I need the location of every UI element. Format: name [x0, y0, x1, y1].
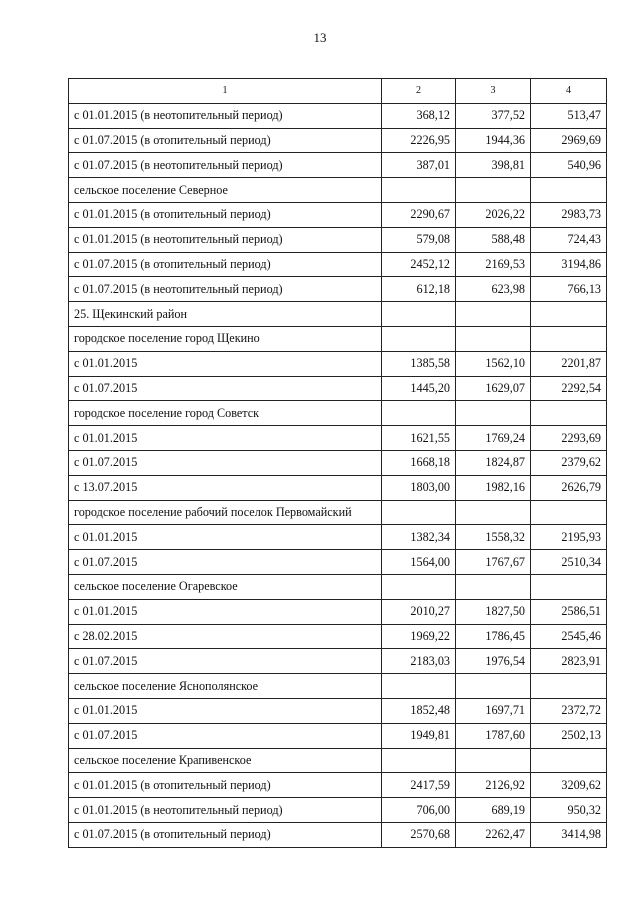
table-row [69, 574, 607, 599]
row-label-cell: с 01.07.2015 [69, 649, 382, 674]
value-cell-column-2 [382, 574, 456, 599]
row-label-cell: с 01.01.2015 [69, 351, 382, 376]
value-cell-column-4 [531, 500, 607, 525]
value-cell-column-2 [382, 500, 456, 525]
value-cell-column-4: 2195,93 [531, 525, 607, 550]
value-cell-column-4 [531, 302, 607, 327]
value-cell-column-3: 1824,87 [456, 450, 531, 475]
value-cell-column-2: 612,18 [382, 277, 456, 302]
value-cell-column-3: 689,19 [456, 798, 531, 823]
row-label-cell: с 01.01.2015 (в отопительный период) [69, 202, 382, 227]
value-cell-column-4 [531, 748, 607, 773]
row-label-cell: с 01.01.2015 [69, 426, 382, 451]
row-label-cell: с 01.07.2015 (в отопительный период) [69, 822, 382, 847]
row-label-cell: городское поселение город Советск [69, 401, 382, 426]
table-body [69, 103, 607, 847]
value-cell-column-3: 377,52 [456, 103, 531, 128]
value-cell-column-4: 2969,69 [531, 128, 607, 153]
value-cell-column-4: 2293,69 [531, 426, 607, 451]
value-cell-column-2: 1852,48 [382, 698, 456, 723]
table-row [69, 178, 607, 203]
value-cell-column-4: 2626,79 [531, 475, 607, 500]
value-cell-column-2: 1564,00 [382, 550, 456, 575]
value-cell-column-4: 2372,72 [531, 698, 607, 723]
value-cell-column-3: 1976,54 [456, 649, 531, 674]
row-label-cell: городское поселение рабочий поселок Первомайский [69, 500, 382, 525]
value-cell-column-4 [531, 574, 607, 599]
value-cell-column-4: 2983,73 [531, 202, 607, 227]
value-cell-column-3: 588,48 [456, 227, 531, 252]
value-cell-column-3 [456, 574, 531, 599]
row-label-cell: с 01.07.2015 [69, 723, 382, 748]
value-cell-column-2 [382, 302, 456, 327]
table-row [69, 401, 607, 426]
row-label-cell: с 01.01.2015 [69, 698, 382, 723]
row-label-cell: сельское поселение Огаревское [69, 574, 382, 599]
row-label-cell: сельское поселение Яснополянское [69, 674, 382, 699]
table-row [69, 277, 607, 302]
value-cell-column-4: 2586,51 [531, 599, 607, 624]
value-cell-column-4 [531, 401, 607, 426]
table-row [69, 649, 607, 674]
table-row [69, 450, 607, 475]
value-cell-column-2 [382, 326, 456, 351]
value-cell-column-2: 387,01 [382, 153, 456, 178]
value-cell-column-2: 2417,59 [382, 773, 456, 798]
value-cell-column-2: 1382,34 [382, 525, 456, 550]
table-row [69, 624, 607, 649]
value-cell-column-3: 1562,10 [456, 351, 531, 376]
row-label-cell: с 01.01.2015 [69, 525, 382, 550]
value-cell-column-3 [456, 178, 531, 203]
value-cell-column-2: 706,00 [382, 798, 456, 823]
value-cell-column-2: 2570,68 [382, 822, 456, 847]
value-cell-column-4 [531, 326, 607, 351]
value-cell-column-4: 724,43 [531, 227, 607, 252]
table-row [69, 376, 607, 401]
value-cell-column-4: 3209,62 [531, 773, 607, 798]
row-label-cell: с 01.07.2015 (в отопительный период) [69, 252, 382, 277]
value-cell-column-3: 623,98 [456, 277, 531, 302]
value-cell-column-4: 2379,62 [531, 450, 607, 475]
value-cell-column-2: 1969,22 [382, 624, 456, 649]
row-label-cell: с 01.07.2015 [69, 550, 382, 575]
value-cell-column-3 [456, 401, 531, 426]
value-cell-column-3: 1944,36 [456, 128, 531, 153]
value-cell-column-3: 1827,50 [456, 599, 531, 624]
row-label-cell: с 01.07.2015 (в неотопительный период) [69, 153, 382, 178]
row-label-cell: с 28.02.2015 [69, 624, 382, 649]
value-cell-column-4: 2823,91 [531, 649, 607, 674]
value-cell-column-2 [382, 748, 456, 773]
value-cell-column-2 [382, 674, 456, 699]
column-header-2: 2 [382, 79, 456, 104]
table-row [69, 525, 607, 550]
row-label-cell: 25. Щекинский район [69, 302, 382, 327]
value-cell-column-3: 2262,47 [456, 822, 531, 847]
value-cell-column-3 [456, 500, 531, 525]
row-label-cell: с 01.07.2015 [69, 450, 382, 475]
table-row [69, 426, 607, 451]
value-cell-column-2: 1949,81 [382, 723, 456, 748]
value-cell-column-3: 1767,67 [456, 550, 531, 575]
value-cell-column-3: 1787,60 [456, 723, 531, 748]
row-label-cell: с 01.01.2015 (в неотопительный период) [69, 227, 382, 252]
value-cell-column-2: 579,08 [382, 227, 456, 252]
value-cell-column-4: 3414,98 [531, 822, 607, 847]
value-cell-column-2: 368,12 [382, 103, 456, 128]
table-row [69, 723, 607, 748]
table-row [69, 500, 607, 525]
value-cell-column-4: 2545,46 [531, 624, 607, 649]
value-cell-column-3: 2169,53 [456, 252, 531, 277]
value-cell-column-3: 398,81 [456, 153, 531, 178]
value-cell-column-3: 1697,71 [456, 698, 531, 723]
table-row [69, 773, 607, 798]
table-row [69, 351, 607, 376]
table-row [69, 128, 607, 153]
value-cell-column-4: 766,13 [531, 277, 607, 302]
value-cell-column-4: 2292,54 [531, 376, 607, 401]
row-label-cell: с 01.07.2015 (в отопительный период) [69, 128, 382, 153]
value-cell-column-3 [456, 302, 531, 327]
row-label-cell: с 13.07.2015 [69, 475, 382, 500]
value-cell-column-3: 1558,32 [456, 525, 531, 550]
table-row [69, 674, 607, 699]
page-number: 13 [313, 30, 327, 45]
table-row [69, 252, 607, 277]
value-cell-column-2: 2226,95 [382, 128, 456, 153]
value-cell-column-4: 513,47 [531, 103, 607, 128]
value-cell-column-2 [382, 178, 456, 203]
value-cell-column-2: 2183,03 [382, 649, 456, 674]
row-label-cell: городское поселение город Щекино [69, 326, 382, 351]
value-cell-column-4: 950,32 [531, 798, 607, 823]
value-cell-column-3 [456, 326, 531, 351]
table-row [69, 822, 607, 847]
value-cell-column-4: 2502,13 [531, 723, 607, 748]
value-cell-column-2: 1668,18 [382, 450, 456, 475]
column-header-4: 4 [531, 79, 607, 104]
value-cell-column-2: 1445,20 [382, 376, 456, 401]
row-label-cell: с 01.01.2015 (в отопительный период) [69, 773, 382, 798]
value-cell-column-3: 1982,16 [456, 475, 531, 500]
value-cell-column-3: 1769,24 [456, 426, 531, 451]
table-header-row [69, 79, 607, 104]
row-label-cell: с 01.07.2015 (в неотопительный период) [69, 277, 382, 302]
value-cell-column-4: 3194,86 [531, 252, 607, 277]
table-row [69, 798, 607, 823]
column-header-1: 1 [69, 79, 382, 104]
value-cell-column-4: 540,96 [531, 153, 607, 178]
table-row [69, 153, 607, 178]
value-cell-column-2: 2010,27 [382, 599, 456, 624]
table-row [69, 475, 607, 500]
row-label-cell: с 01.01.2015 (в неотопительный период) [69, 103, 382, 128]
row-label-cell: с 01.01.2015 (в неотопительный период) [69, 798, 382, 823]
row-label-cell: сельское поселение Крапивенское [69, 748, 382, 773]
value-cell-column-2: 1621,55 [382, 426, 456, 451]
value-cell-column-2: 2290,67 [382, 202, 456, 227]
value-cell-column-3 [456, 748, 531, 773]
value-cell-column-3: 2026,22 [456, 202, 531, 227]
row-label-cell: с 01.01.2015 [69, 599, 382, 624]
table-row [69, 202, 607, 227]
table-row [69, 599, 607, 624]
value-cell-column-4: 2201,87 [531, 351, 607, 376]
column-header-3: 3 [456, 79, 531, 104]
row-label-cell: с 01.07.2015 [69, 376, 382, 401]
table-row [69, 227, 607, 252]
value-cell-column-4 [531, 674, 607, 699]
value-cell-column-3: 1786,45 [456, 624, 531, 649]
value-cell-column-2 [382, 401, 456, 426]
tariff-table [68, 78, 607, 848]
table-row [69, 326, 607, 351]
table-row [69, 698, 607, 723]
value-cell-column-2: 1385,58 [382, 351, 456, 376]
table-row [69, 103, 607, 128]
value-cell-column-4: 2510,34 [531, 550, 607, 575]
table-row [69, 550, 607, 575]
value-cell-column-3 [456, 674, 531, 699]
row-label-cell: сельское поселение Северное [69, 178, 382, 203]
table-row [69, 748, 607, 773]
value-cell-column-4 [531, 178, 607, 203]
value-cell-column-3: 2126,92 [456, 773, 531, 798]
value-cell-column-2: 1803,00 [382, 475, 456, 500]
value-cell-column-2: 2452,12 [382, 252, 456, 277]
value-cell-column-3: 1629,07 [456, 376, 531, 401]
table-row [69, 302, 607, 327]
